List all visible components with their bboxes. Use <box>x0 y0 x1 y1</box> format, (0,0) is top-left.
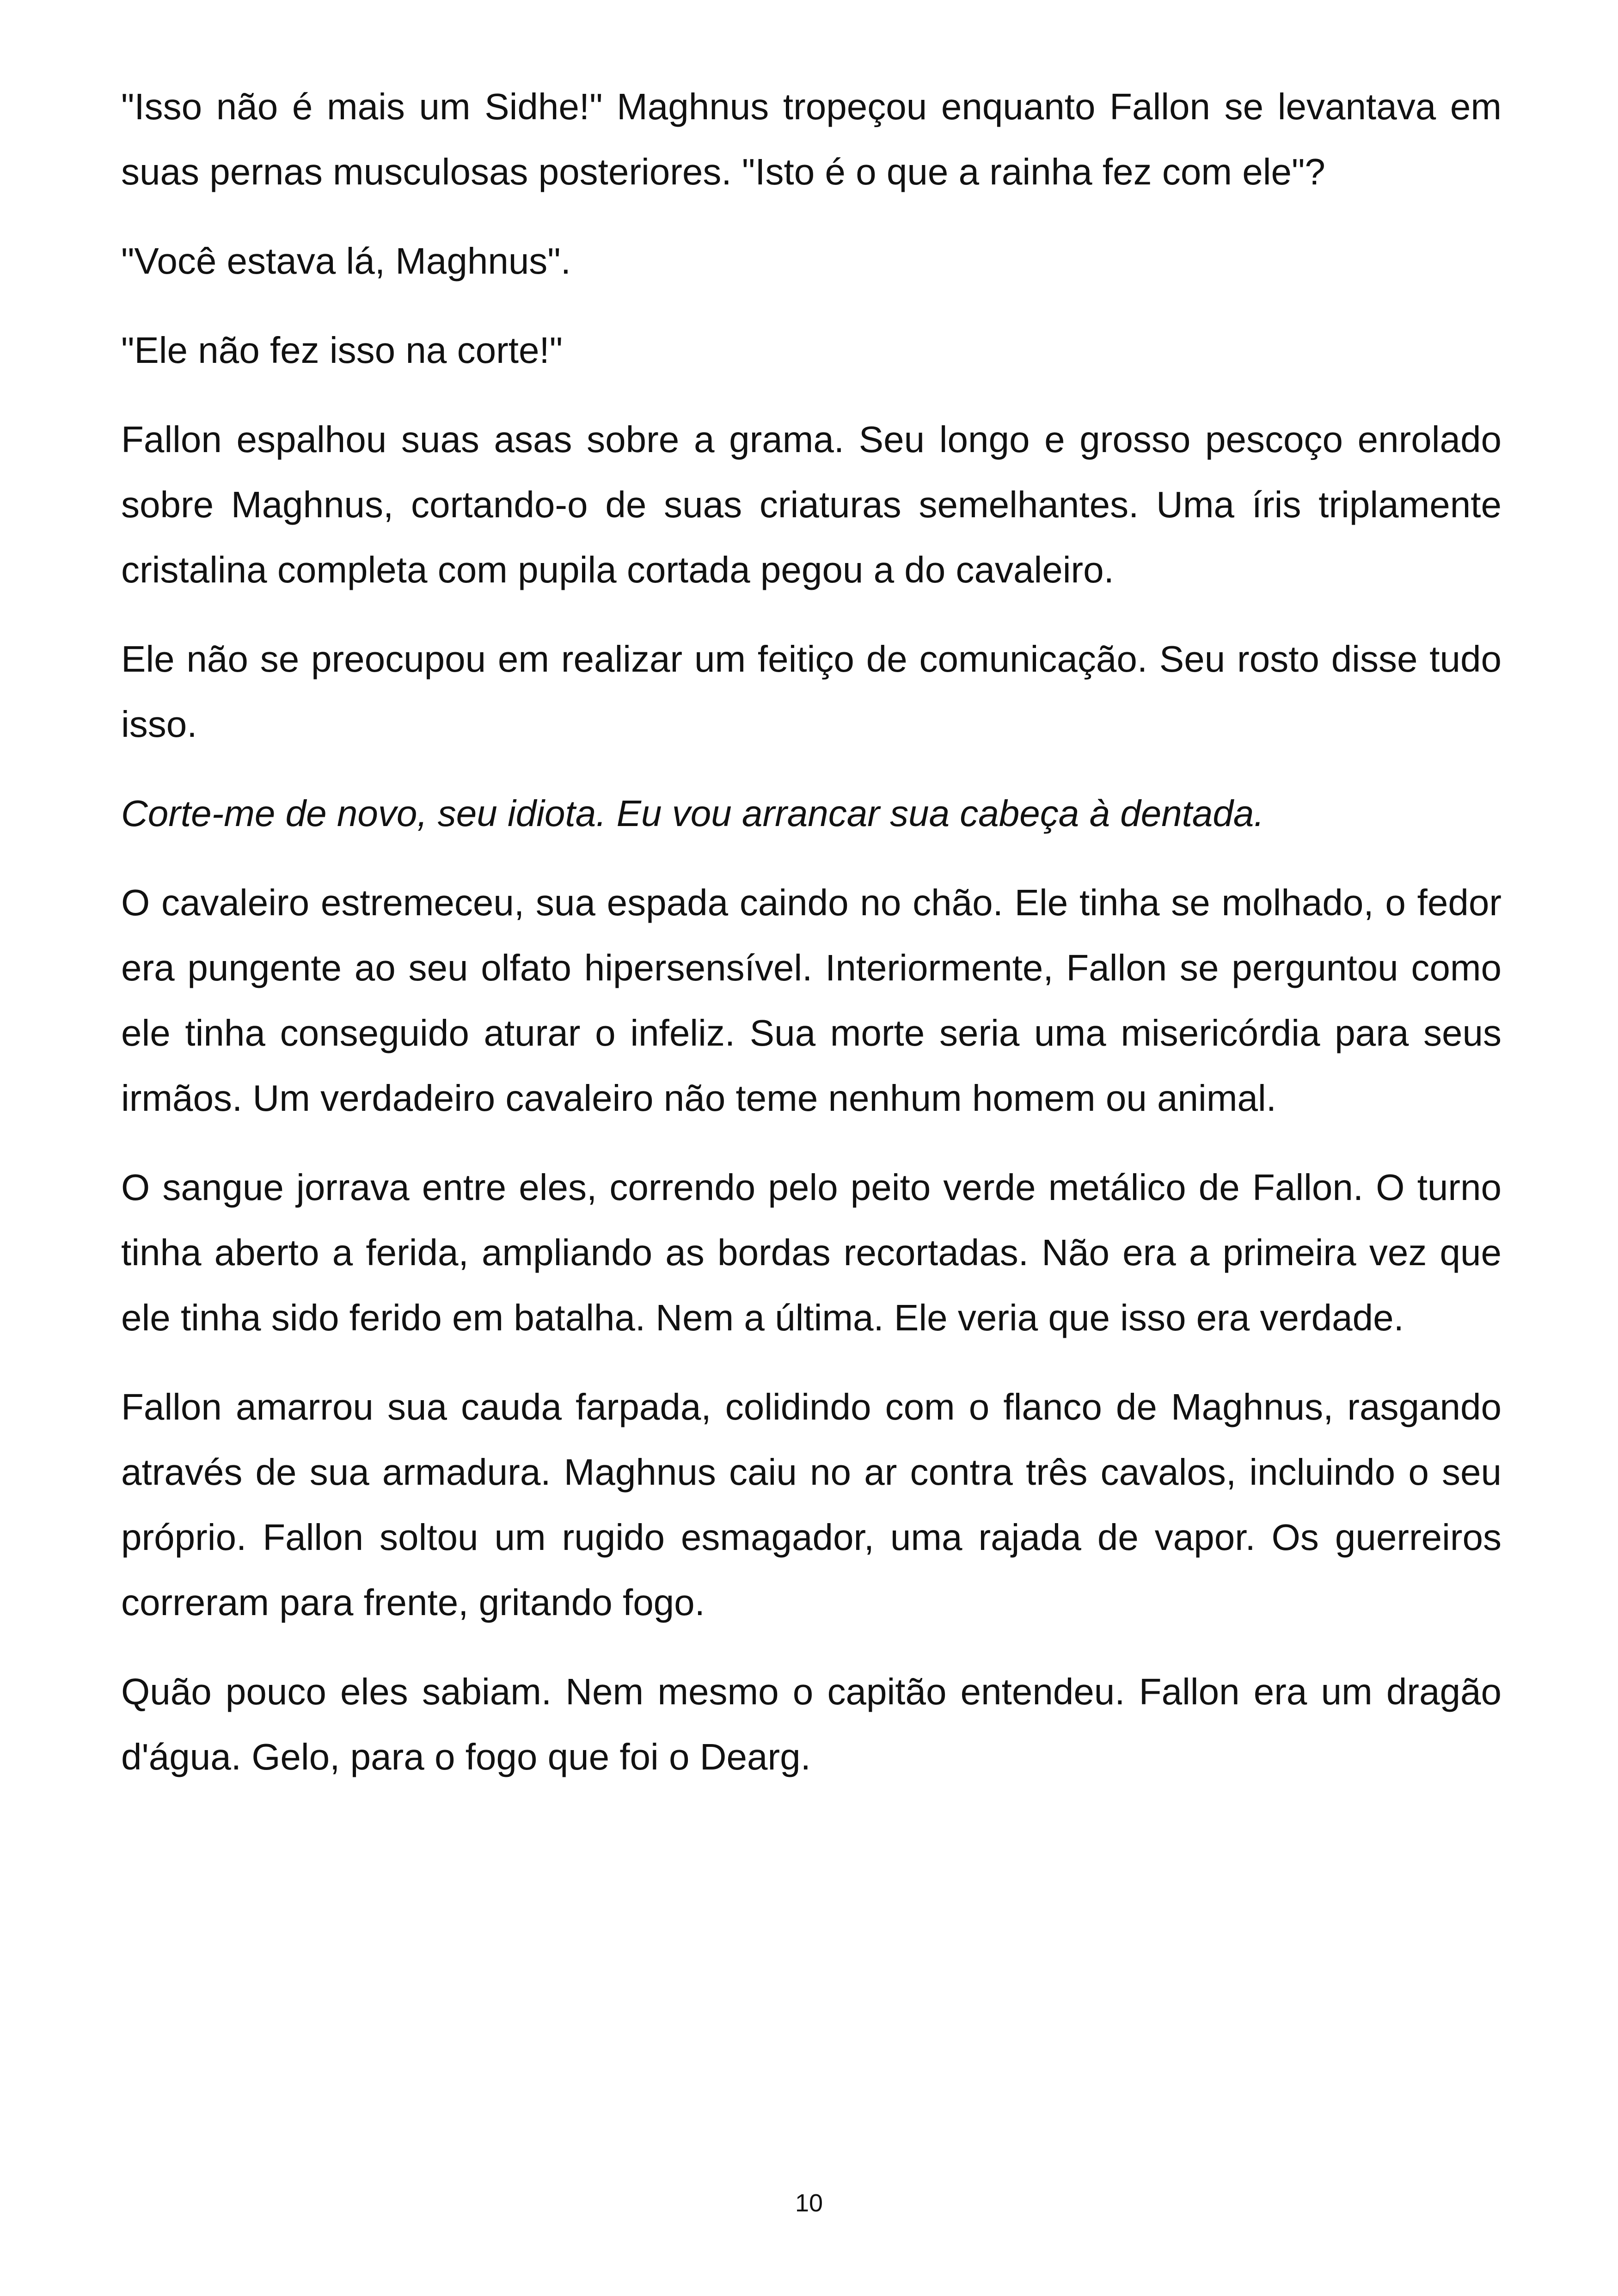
italic-paragraph: Corte-me de novo, seu idiota. Eu vou arrancar sua cabeça à dentada. <box>121 793 1264 834</box>
paragraph: "Você estava lá, Maghnus". <box>121 240 571 282</box>
paragraph: "Isso não é mais um Sidhe!" Maghnus tropeçou enquanto Fallon se levantava em suas pernas musculosas posteriores. "Isto é o que a rainha fez com ele"? <box>121 86 1502 192</box>
paragraph: Ele não se preocupou em realizar um feitiço de comunicação. Seu rosto disse tudo isso. <box>121 638 1502 745</box>
body-text <box>121 74 1502 1813</box>
paragraph: "Ele não fez isso na corte!" <box>121 330 563 371</box>
paragraph: Fallon amarrou sua cauda farpada, colidindo com o flanco de Maghnus, rasgando através de sua armadura. Maghnus caiu no ar contra três cavalos, incluindo o seu próprio. Fallon soltou um rugido esmagador, uma rajada de vapor. Os guerreiros correram para frente, gritando fogo. <box>121 1386 1502 1623</box>
paragraph: O sangue jorrava entre eles, correndo pelo peito verde metálico de Fallon. O turno tinha aberto a ferida, ampliando as bordas recortadas. Não era a primeira vez que ele tinha sido ferido em batalha. Nem a última. Ele veria que isso era verdade. <box>121 1167 1502 1338</box>
page-number: 10 <box>795 2189 823 2217</box>
paragraph: O cavaleiro estremeceu, sua espada caindo no chão. Ele tinha se molhado, o fedor era pungente ao seu olfato hipersensível. Interiormente, Fallon se perguntou como ele tinha conseguido aturar o infeliz. Sua morte seria uma misericórdia para seus irmãos. Um verdadeiro cavaleiro não teme nenhum homem ou animal. <box>121 882 1502 1119</box>
paragraph: Fallon espalhou suas asas sobre a grama. Seu longo e grosso pescoço enrolado sobre Maghnus, cortando-o de suas criaturas semelhantes. Uma íris triplamente cristalina completa com pupila cortada pegou a do cavaleiro. <box>121 419 1502 590</box>
paragraph: Quão pouco eles sabiam. Nem mesmo o capitão entendeu. Fallon era um dragão d'água. Gelo, para o fogo que foi o Dearg. <box>121 1671 1502 1777</box>
